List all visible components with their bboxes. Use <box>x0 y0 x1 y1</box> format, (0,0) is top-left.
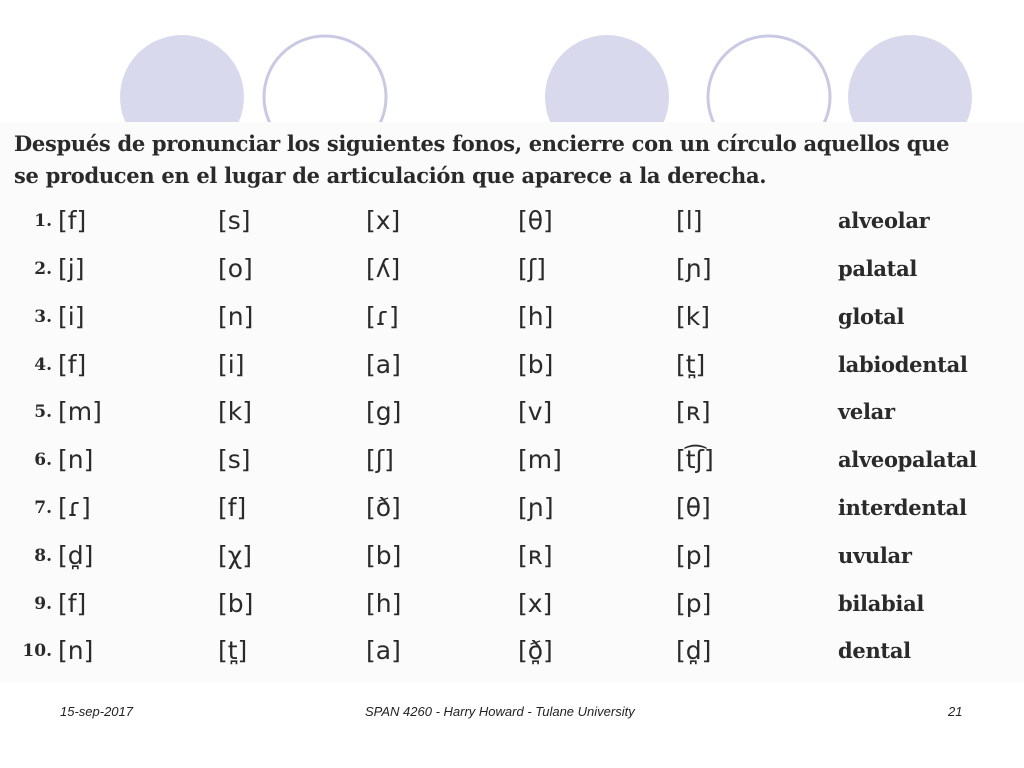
phone: [d̪] <box>58 541 94 570</box>
phone: [x] <box>366 206 401 235</box>
phone: [ʀ] <box>676 397 711 426</box>
phone: [ɾ] <box>58 493 91 522</box>
row-number: 7. <box>34 498 52 518</box>
phone: [i] <box>58 302 85 331</box>
phone: [m] <box>58 397 102 426</box>
place-of-articulation: palatal <box>838 256 918 281</box>
row-number: 4. <box>34 355 52 375</box>
phone: [i] <box>218 350 245 379</box>
row-number: 2. <box>34 259 52 279</box>
place-of-articulation: bilabial <box>838 591 925 616</box>
phone: [p] <box>676 541 712 570</box>
instructions-line: Después de pronunciar los siguientes fonos, encierre con un círculo aquellos que <box>14 131 950 156</box>
phone: [a] <box>366 636 401 665</box>
phone: [n] <box>58 636 94 665</box>
phone: [θ] <box>518 206 553 235</box>
phone: [t͡ʃ] <box>676 445 714 474</box>
phone: [b] <box>218 589 254 618</box>
phone: [n] <box>58 445 94 474</box>
phone: [ʃ] <box>366 445 394 474</box>
instructions-line: se producen en el lugar de articulación que aparece a la derecha. <box>14 163 767 188</box>
phone: [ʀ] <box>518 541 553 570</box>
phone: [d̪] <box>676 636 712 665</box>
phone: [v] <box>518 397 553 426</box>
slide-number: 21 <box>948 704 963 719</box>
row-number: 9. <box>34 594 52 614</box>
phone: [b] <box>518 350 554 379</box>
place-of-articulation: dental <box>838 638 911 663</box>
scanned-exercise-image <box>0 122 1024 682</box>
phone: [f] <box>58 206 87 235</box>
phone: [ɲ] <box>518 493 554 522</box>
phone: [n] <box>218 302 254 331</box>
phone: [t̪] <box>218 636 248 665</box>
place-of-articulation: uvular <box>838 543 912 568</box>
phone: [ð] <box>366 493 401 522</box>
exercise-row-8 <box>0 533 1024 579</box>
phone: [b] <box>366 541 402 570</box>
footer-date: 15-sep-2017 <box>60 704 133 719</box>
decorative-circles <box>0 0 1024 140</box>
exercise-row-4 <box>0 342 1024 388</box>
place-of-articulation: velar <box>838 399 895 424</box>
phone: [s] <box>218 206 251 235</box>
phone: [l] <box>676 206 703 235</box>
row-number: 5. <box>34 402 52 422</box>
phone: [s] <box>218 445 251 474</box>
exercise-row-2 <box>0 246 1024 292</box>
place-of-articulation: interdental <box>838 495 967 520</box>
exercise-row-5 <box>0 389 1024 435</box>
phone: [ʎ] <box>366 254 401 283</box>
phone: [a] <box>366 350 401 379</box>
phone: [j] <box>58 254 85 283</box>
place-of-articulation: alveopalatal <box>838 447 977 472</box>
row-number: 8. <box>34 546 52 566</box>
place-of-articulation: labiodental <box>838 352 968 377</box>
row-number: 10. <box>22 641 52 661</box>
phone: [χ] <box>218 541 252 570</box>
place-of-articulation: glotal <box>838 304 905 329</box>
exercise-row-7 <box>0 485 1024 531</box>
exercise-instructions <box>14 128 1014 192</box>
row-number: 1. <box>34 211 52 231</box>
phone: [k] <box>218 397 252 426</box>
row-number: 3. <box>34 307 52 327</box>
phone: [θ] <box>676 493 711 522</box>
row-number: 6. <box>34 450 52 470</box>
phone: [x] <box>518 589 553 618</box>
phone: [ð̪] <box>518 636 553 665</box>
phone: [ɾ] <box>366 302 399 331</box>
phone: [k] <box>676 302 710 331</box>
exercise-row-6 <box>0 437 1024 483</box>
exercise-row-9 <box>0 581 1024 627</box>
phone: [t̪] <box>676 350 706 379</box>
exercise-row-3 <box>0 294 1024 340</box>
phone: [o] <box>218 254 253 283</box>
phone: [m] <box>518 445 562 474</box>
footer-course-title: SPAN 4260 - Harry Howard - Tulane University <box>365 704 635 719</box>
phone: [f] <box>218 493 247 522</box>
exercise-row-1 <box>0 198 1024 244</box>
place-of-articulation: alveolar <box>838 208 930 233</box>
phone: [ʃ] <box>518 254 546 283</box>
phone: [ɲ] <box>676 254 712 283</box>
phone: [f] <box>58 350 87 379</box>
phone: [h] <box>518 302 554 331</box>
phone: [f] <box>58 589 87 618</box>
phone: [h] <box>366 589 402 618</box>
phone: [g] <box>366 397 402 426</box>
phone: [p] <box>676 589 712 618</box>
exercise-row-10 <box>0 628 1024 674</box>
